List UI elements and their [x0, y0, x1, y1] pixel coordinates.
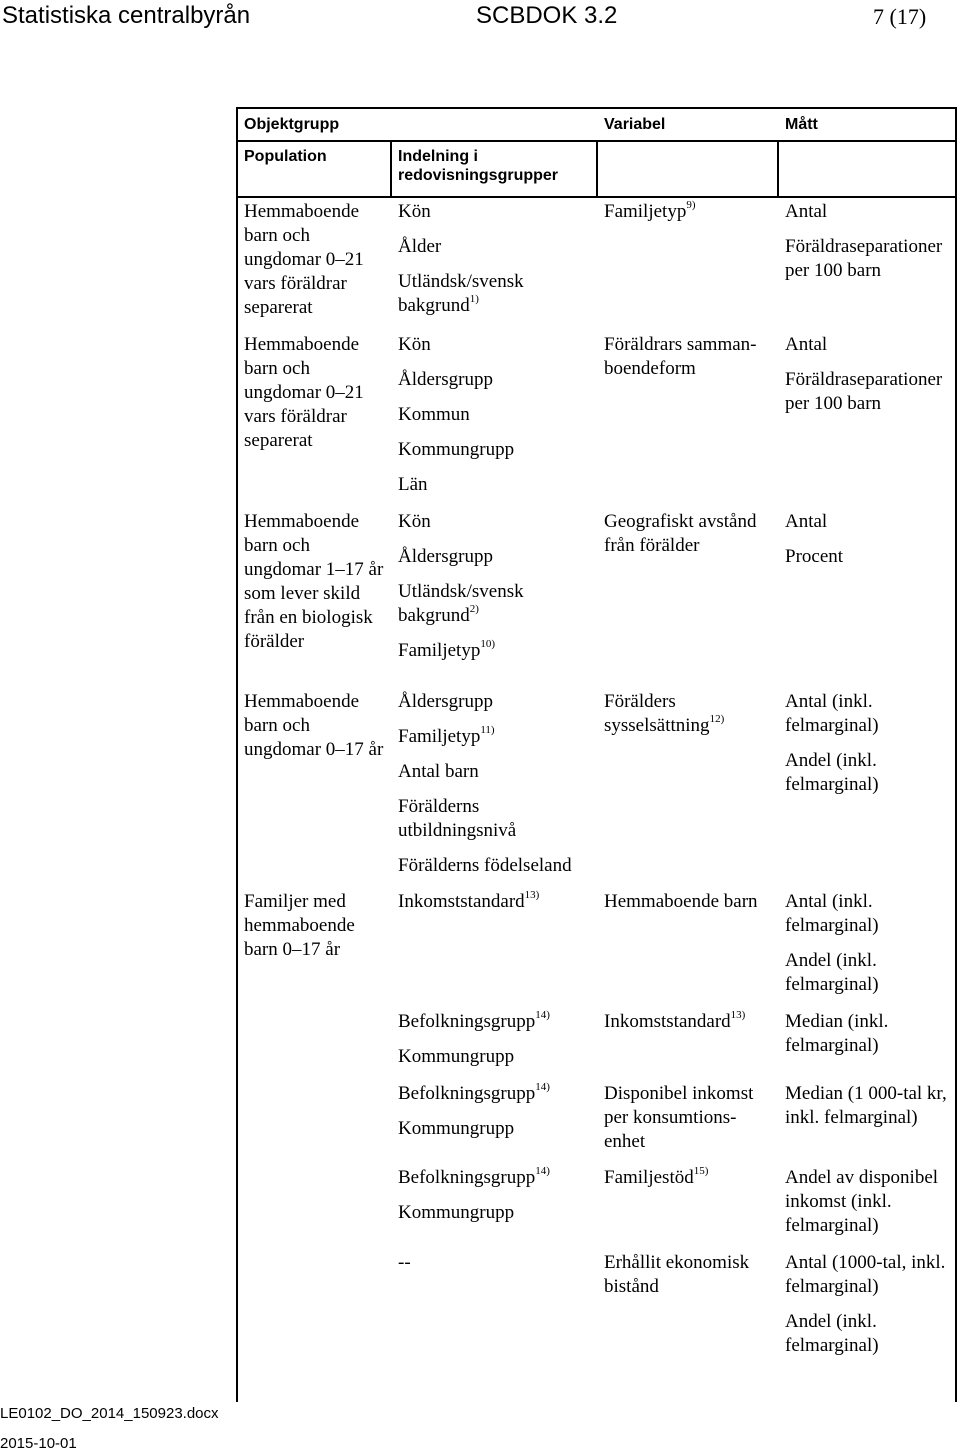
indelning-item	[398, 639, 593, 663]
table-left-border	[236, 107, 238, 1402]
footnote-ref: 14)	[535, 1081, 550, 1093]
matt-item: Antal	[785, 201, 828, 222]
indelning-item	[398, 1166, 593, 1190]
indelning-item	[398, 235, 593, 259]
variabel-cell	[604, 1010, 774, 1045]
indelning-item-text: Befolkningsgrupp	[398, 1083, 536, 1104]
footnote-ref: 13)	[524, 889, 540, 901]
matt-item: Median (inkl. felmarginal)	[785, 1011, 889, 1056]
indelning-cell	[398, 690, 593, 889]
indelning-cell	[398, 200, 593, 329]
indelning-item-text: Län	[398, 474, 428, 495]
matt-item: Antal (1000-tal, inkl. felmarginal)	[785, 1252, 946, 1297]
indelning-item	[398, 690, 593, 714]
variabel-item	[604, 200, 774, 224]
matt-cell	[785, 1082, 953, 1130]
indelning-item	[398, 1201, 593, 1225]
population-cell	[244, 333, 384, 453]
indelning-item	[398, 200, 593, 224]
indelning-item-text: Förälderns födelseland	[398, 855, 572, 876]
population-cell	[244, 890, 384, 962]
indelning-item-text: Kön	[398, 334, 431, 355]
matt-item: Median (1 000-tal kr, inkl. felmarginal)	[785, 1083, 947, 1128]
variabel-cell	[604, 510, 774, 569]
indelning-item-text: Åldersgrupp	[398, 546, 493, 567]
footnote-ref: 14)	[535, 1165, 550, 1177]
matt-cell	[785, 1251, 953, 1358]
footnote-ref: 2)	[469, 603, 479, 615]
matt-item: Föräldraseparationer per 100 barn	[785, 369, 943, 414]
variabel-item-text: Geografiskt avstånd från förälder	[604, 511, 757, 556]
population-text: Familjer med hemmaboende barn 0–17 år	[244, 891, 355, 960]
population-text: Hemmaboende barn och ungdomar 0–21 vars föräldrar separerat	[244, 334, 364, 451]
variabel-item-text: Hemmaboende barn	[604, 891, 758, 912]
indelning-item	[398, 890, 593, 914]
matt-item: Antal	[785, 334, 828, 355]
header-variabel: Variabel	[604, 116, 666, 133]
matt-item: Antal (inkl. felmarginal)	[785, 691, 879, 736]
variabel-cell	[604, 1082, 774, 1165]
indelning-item-text: Inkomststandard	[398, 891, 525, 912]
footnote-ref: 12)	[709, 713, 725, 725]
indelning-item-text: Kommun	[398, 404, 470, 425]
indelning-item	[398, 403, 593, 427]
variabel-item	[604, 1166, 774, 1190]
document-code: SCBDOK 3.2	[476, 2, 618, 29]
variabel-item	[604, 890, 774, 914]
indelning-item	[398, 1117, 593, 1141]
header-indelning: Indelning i redovisningsgrupper	[398, 148, 559, 184]
indelning-item	[398, 795, 593, 843]
variabel-cell	[604, 333, 774, 392]
variabel-item-text: Disponibel inkomst per konsumtions-enhet	[604, 1083, 754, 1152]
indelning-item-text: Kommungrupp	[398, 1202, 515, 1223]
page-number: 7 (17)	[873, 4, 927, 29]
indelning-item	[398, 510, 593, 534]
indelning-item-text: Ålder	[398, 236, 442, 257]
indelning-cell	[398, 510, 593, 674]
matt-cell	[785, 690, 953, 797]
indelning-item-text: Befolkningsgrupp	[398, 1011, 536, 1032]
indelning-item	[398, 545, 593, 569]
indelning-item	[398, 368, 593, 392]
variabel-item-text: Inkomststandard	[604, 1011, 731, 1032]
table-right-border	[955, 107, 957, 1402]
indelning-item	[398, 333, 593, 357]
indelning-item-text: Kön	[398, 511, 431, 532]
indelning-item-text: Familjetyp	[398, 640, 481, 661]
footnote-ref: 14)	[535, 1009, 550, 1021]
header-objektgrupp: Objektgrupp	[244, 116, 340, 133]
indelning-item-text: Utländsk/svensk bakgrund	[398, 271, 524, 316]
indelning-item	[398, 438, 593, 462]
variabel-item-text: Familjetyp	[604, 201, 687, 222]
header-matt: Mått	[785, 116, 818, 133]
variabel-item	[604, 1010, 774, 1034]
population-cell	[244, 510, 384, 654]
matt-item: Andel (inkl. felmarginal)	[785, 950, 879, 995]
indelning-item-text: Antal barn	[398, 761, 479, 782]
indelning-item	[398, 854, 593, 878]
indelning-item	[398, 760, 593, 784]
matt-cell	[785, 1166, 953, 1238]
indelning-item	[398, 725, 593, 749]
variabel-item	[604, 510, 774, 558]
variabel-item	[604, 1251, 774, 1299]
matt-item: Andel (inkl. felmarginal)	[785, 1311, 879, 1356]
indelning-item-text: Åldersgrupp	[398, 369, 493, 390]
indelning-item	[398, 1010, 593, 1034]
variabel-cell	[604, 200, 774, 235]
matt-item: Procent	[785, 546, 844, 567]
indelning-cell	[398, 890, 593, 925]
indelning-item-text: Kommungrupp	[398, 1046, 515, 1067]
variabel-item-text: Familjestöd	[604, 1167, 694, 1188]
indelning-cell	[398, 1166, 593, 1236]
indelning-item-text: Förälderns utbildningsnivå	[398, 796, 517, 841]
variabel-item	[604, 690, 774, 738]
page-header	[0, 0, 960, 36]
variabel-item-text: Föräldrars samman-boendeform	[604, 334, 757, 379]
population-text: Hemmaboende barn och ungdomar 0–17 år	[244, 691, 384, 760]
variabel-item	[604, 333, 774, 381]
footnote-ref: 1)	[469, 293, 479, 305]
footnote-ref: 11)	[480, 724, 495, 736]
variabel-cell	[604, 1166, 774, 1201]
population-cell	[244, 200, 384, 320]
indelning-cell	[398, 1010, 593, 1080]
matt-cell	[785, 200, 953, 283]
table-top-border	[236, 107, 957, 109]
indelning-cell	[398, 333, 593, 508]
footnote-ref: 13)	[730, 1009, 746, 1021]
indelning-item-text: Kommungrupp	[398, 439, 515, 460]
indelning-item	[398, 1082, 593, 1106]
footnote-ref: 10)	[480, 638, 495, 650]
indelning-item-text: --	[398, 1252, 411, 1273]
footnote-ref: 15)	[693, 1165, 709, 1177]
variabel-cell	[604, 890, 774, 925]
indelning-item	[398, 1045, 593, 1069]
variabel-cell	[604, 690, 774, 749]
indelning-item-text: Utländsk/svensk bakgrund	[398, 581, 524, 626]
col-divider-indelning	[390, 140, 392, 198]
population-text: Hemmaboende barn och ungdomar 0–21 vars föräldrar separerat	[244, 201, 364, 318]
population-cell	[244, 690, 384, 762]
indelning-item-text: Kommungrupp	[398, 1118, 515, 1139]
matt-cell	[785, 1010, 953, 1058]
indelning-item-text: Åldersgrupp	[398, 691, 493, 712]
matt-item: Antal (inkl. felmarginal)	[785, 891, 879, 936]
organization-name: Statistiska centralbyrån	[2, 2, 251, 29]
header-population: Population	[244, 148, 327, 165]
indelning-item-text: Kön	[398, 201, 431, 222]
indelning-cell	[398, 1082, 593, 1152]
header-bottom-border	[236, 196, 957, 198]
matt-cell	[785, 890, 953, 997]
indelning-item	[398, 1251, 593, 1275]
population-text: Hemmaboende barn och ungdomar 1–17 år som lever skild från en biologisk förälder	[244, 511, 384, 652]
matt-cell	[785, 333, 953, 416]
footnote-ref: 9)	[686, 199, 696, 211]
indelning-item	[398, 580, 593, 628]
footer-filename: LE0102_DO_2014_150923.docx	[0, 1405, 219, 1422]
col-divider-variabel	[596, 140, 598, 198]
indelning-cell	[398, 1251, 593, 1286]
footer-date: 2015-10-01	[0, 1435, 77, 1452]
indelning-item	[398, 270, 593, 318]
variabel-item-text: Förälders sysselsättning	[604, 691, 710, 736]
indelning-item-text: Familjetyp	[398, 726, 481, 747]
indelning-item-text: Befolkningsgrupp	[398, 1167, 536, 1188]
variabel-item	[604, 1082, 774, 1154]
matt-item: Föräldraseparationer per 100 barn	[785, 236, 943, 281]
variabel-item-text: Erhållit ekonomisk bistånd	[604, 1252, 750, 1297]
variabel-cell	[604, 1251, 774, 1310]
indelning-item	[398, 473, 593, 497]
matt-item: Andel av disponibel inkomst (inkl. felmarginal)	[785, 1167, 939, 1236]
matt-cell	[785, 510, 953, 569]
col-divider-matt	[777, 140, 779, 198]
matt-item: Antal	[785, 511, 828, 532]
matt-item: Andel (inkl. felmarginal)	[785, 750, 879, 795]
